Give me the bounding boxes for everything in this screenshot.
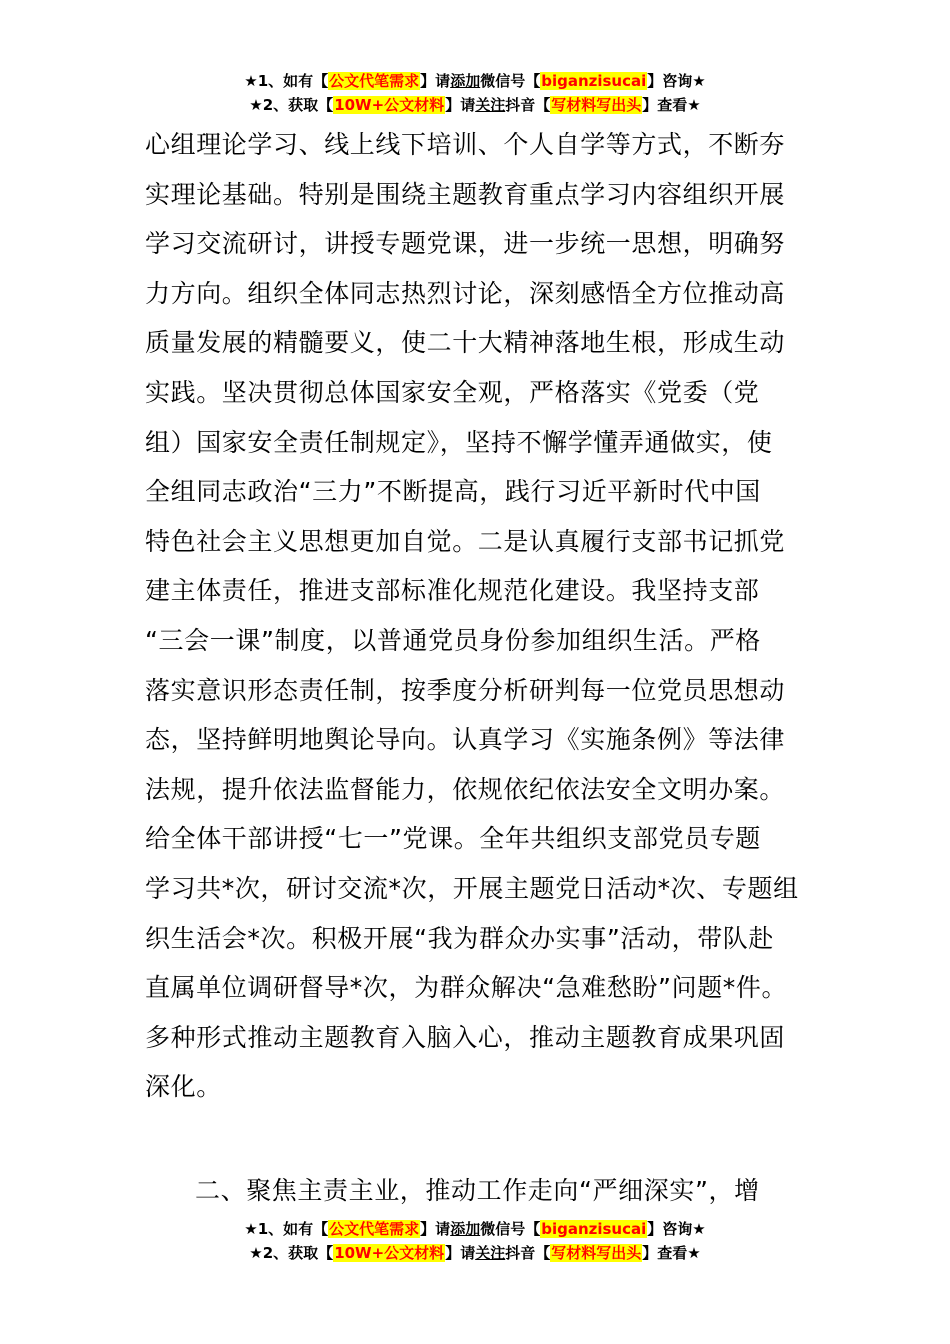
promo-text: 】咨询★: [647, 1220, 706, 1238]
body-line: 建主体责任，推进支部标准化规范化建设。我坚持支部: [145, 576, 760, 606]
body-line: 实践。坚决贯彻总体国家安全观，严格落实《党委（党: [145, 377, 760, 407]
promo-text: 抖音【: [505, 96, 551, 114]
promo-line-2: [0, 1242, 950, 1266]
body-line: 实理论基础。特别是围绕主题教育重点学习内容组织开展: [145, 179, 786, 209]
promo-text: 】查看★: [642, 96, 701, 114]
body-line: 多种形式推动主题教育入脑入心，推动主题教育成果巩固: [145, 1022, 786, 1052]
promo-text: 】请: [445, 96, 476, 114]
promo-banner-top: [0, 70, 950, 118]
body-line: 落实意识形态责任制，按季度分析研判每一位党员思想动: [145, 675, 786, 705]
promo-highlight: biganzisucai: [541, 72, 647, 90]
promo-text: 微信号【: [480, 1220, 541, 1238]
promo-underline: 添加: [450, 1220, 481, 1238]
promo-line-2: [0, 94, 950, 118]
promo-highlight: 写材料写出头: [551, 96, 642, 114]
promo-banner-bottom: [0, 1218, 950, 1266]
body-line: 组）国家安全责任制规定》，坚持不懈学懂弄通做实，使: [145, 427, 773, 457]
promo-underline: 关注: [475, 96, 506, 114]
promo-underline: 关注: [475, 1244, 506, 1262]
promo-text: ★2、获取【: [249, 1244, 334, 1262]
promo-text: 】请: [420, 1220, 451, 1238]
promo-text: ★1、如有【: [244, 72, 329, 90]
body-line: “三会一课”制度，以普通党员身份参加组织生活。严格: [145, 625, 761, 655]
body-line: 法规，提升依法监督能力，依规依纪依法安全文明办案。: [145, 774, 786, 804]
promo-highlight: biganzisucai: [541, 1220, 647, 1238]
promo-text: ★2、获取【: [249, 96, 334, 114]
document-body: [145, 120, 810, 1112]
promo-text: 抖音【: [505, 1244, 551, 1262]
promo-line-1: [0, 70, 950, 94]
promo-text: 】请: [420, 72, 451, 90]
promo-text: 】请: [445, 1244, 476, 1262]
body-line: 学习交流研讨，讲授专题党课，进一步统一思想，明确努: [145, 229, 786, 259]
promo-text: 微信号【: [480, 72, 541, 90]
promo-highlight: 写材料写出头: [551, 1244, 642, 1262]
promo-text: 】咨询★: [647, 72, 706, 90]
body-line: 质量发展的精髓要义，使二十大精神落地生根，形成生动: [145, 328, 786, 358]
body-line: 给全体干部讲授“七一”党课。全年共组织支部党员专题: [145, 824, 761, 854]
promo-underline: 添加: [450, 72, 481, 90]
promo-highlight: 公文代笔需求: [329, 1220, 420, 1238]
promo-text: ★1、如有【: [244, 1220, 329, 1238]
body-line: 织生活会*次。积极开展“我为群众办实事”活动，带队赴: [145, 923, 775, 953]
promo-highlight: 公文代笔需求: [329, 72, 420, 90]
body-line: 深化。: [145, 1072, 222, 1102]
promo-text: 】查看★: [642, 1244, 701, 1262]
body-line: 特色社会主义思想更加自觉。二是认真履行支部书记抓党: [145, 526, 786, 556]
body-line: 心组理论学习、线上线下培训、个人自学等方式，不断夯: [145, 130, 786, 159]
body-line: 态，坚持鲜明地舆论导向。认真学习《实施条例》等法律: [145, 725, 786, 755]
section-heading: 二、聚焦主责主业，推动工作走向“严细深实”，增: [195, 1176, 760, 1205]
body-line: 力方向。组织全体同志热烈讨论，深刻感悟全方位推动高: [145, 278, 786, 308]
body-line: 直属单位调研督导*次，为群众解决“急难愁盼”问题*件。: [145, 973, 788, 1003]
body-line: 学习共*次，研讨交流*次，开展主题党日活动*次、专题组: [145, 873, 799, 903]
body-line: 全组同志政治“三力”不断提高，践行习近平新时代中国: [145, 477, 761, 507]
promo-highlight: 10W+公文材料: [334, 1244, 445, 1262]
promo-line-1: [0, 1218, 950, 1242]
promo-highlight: 10W+公文材料: [334, 96, 445, 114]
